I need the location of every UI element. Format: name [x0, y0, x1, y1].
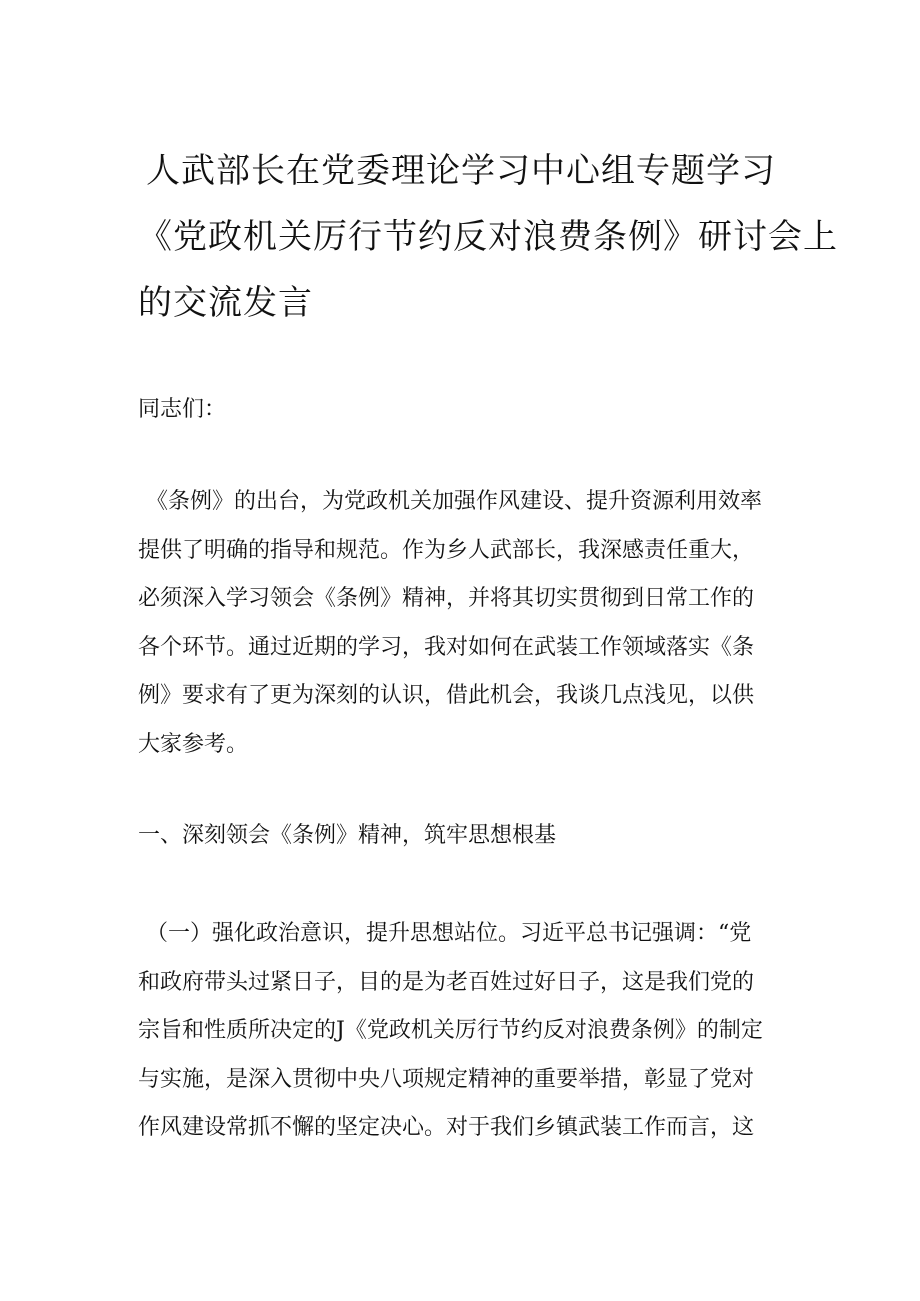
- paragraph-line: 《条例》的出台，为党政机关加强作风建设、提升资源利用效率: [146, 489, 763, 514]
- paragraph-line: 提供了明确的指导和规范。作为乡人武部长，我深感责任重大，: [138, 537, 755, 563]
- paragraph-line: 和政府带头过紧日子，目的是为老百姓过好日子，这是我们党的: [138, 969, 755, 995]
- title-line: 人武部长在党委理论学习中心组专题学习: [146, 151, 776, 191]
- paragraph-line: 与实施，是深入贯彻中央八项规定精神的重要举措，彰显了党对: [138, 1066, 755, 1092]
- salutation: 同志们：: [138, 397, 227, 422]
- paragraph-intro: [138, 478, 798, 769]
- document-title: [138, 138, 838, 336]
- paragraph-line: 宗旨和性质所决定的J《党政机关厉行节约反对浪费条例》的制定: [138, 1018, 763, 1043]
- paragraph-line: 各个环节。通过近期的学习，我对如何在武装工作领域落实《条: [138, 634, 755, 660]
- title-line: 的交流发言: [138, 283, 313, 323]
- paragraph-line: 作风建设常抓不懈的坚定决心。对于我们乡镇武装工作而言，这: [138, 1115, 755, 1140]
- section-heading: 一、深刻领会《条例》精神，筑牢思想根基: [138, 823, 557, 848]
- paragraph-line: （一）强化政治意识，提升思想站位。习近平总书记强调：“党: [146, 921, 752, 946]
- paragraph-section-1: [138, 910, 798, 1153]
- paragraph-line: 大家参考。: [138, 731, 249, 757]
- paragraph-line: 必须深入学习领会《条例》精神，并将其切实贯彻到日常工作的: [138, 586, 755, 611]
- paragraph-line: 例》要求有了更为深刻的认识，借此机会，我谈几点浅见，以供: [138, 683, 755, 708]
- title-line: 《党政机关厉行节约反对浪费条例》研讨会上: [138, 217, 838, 257]
